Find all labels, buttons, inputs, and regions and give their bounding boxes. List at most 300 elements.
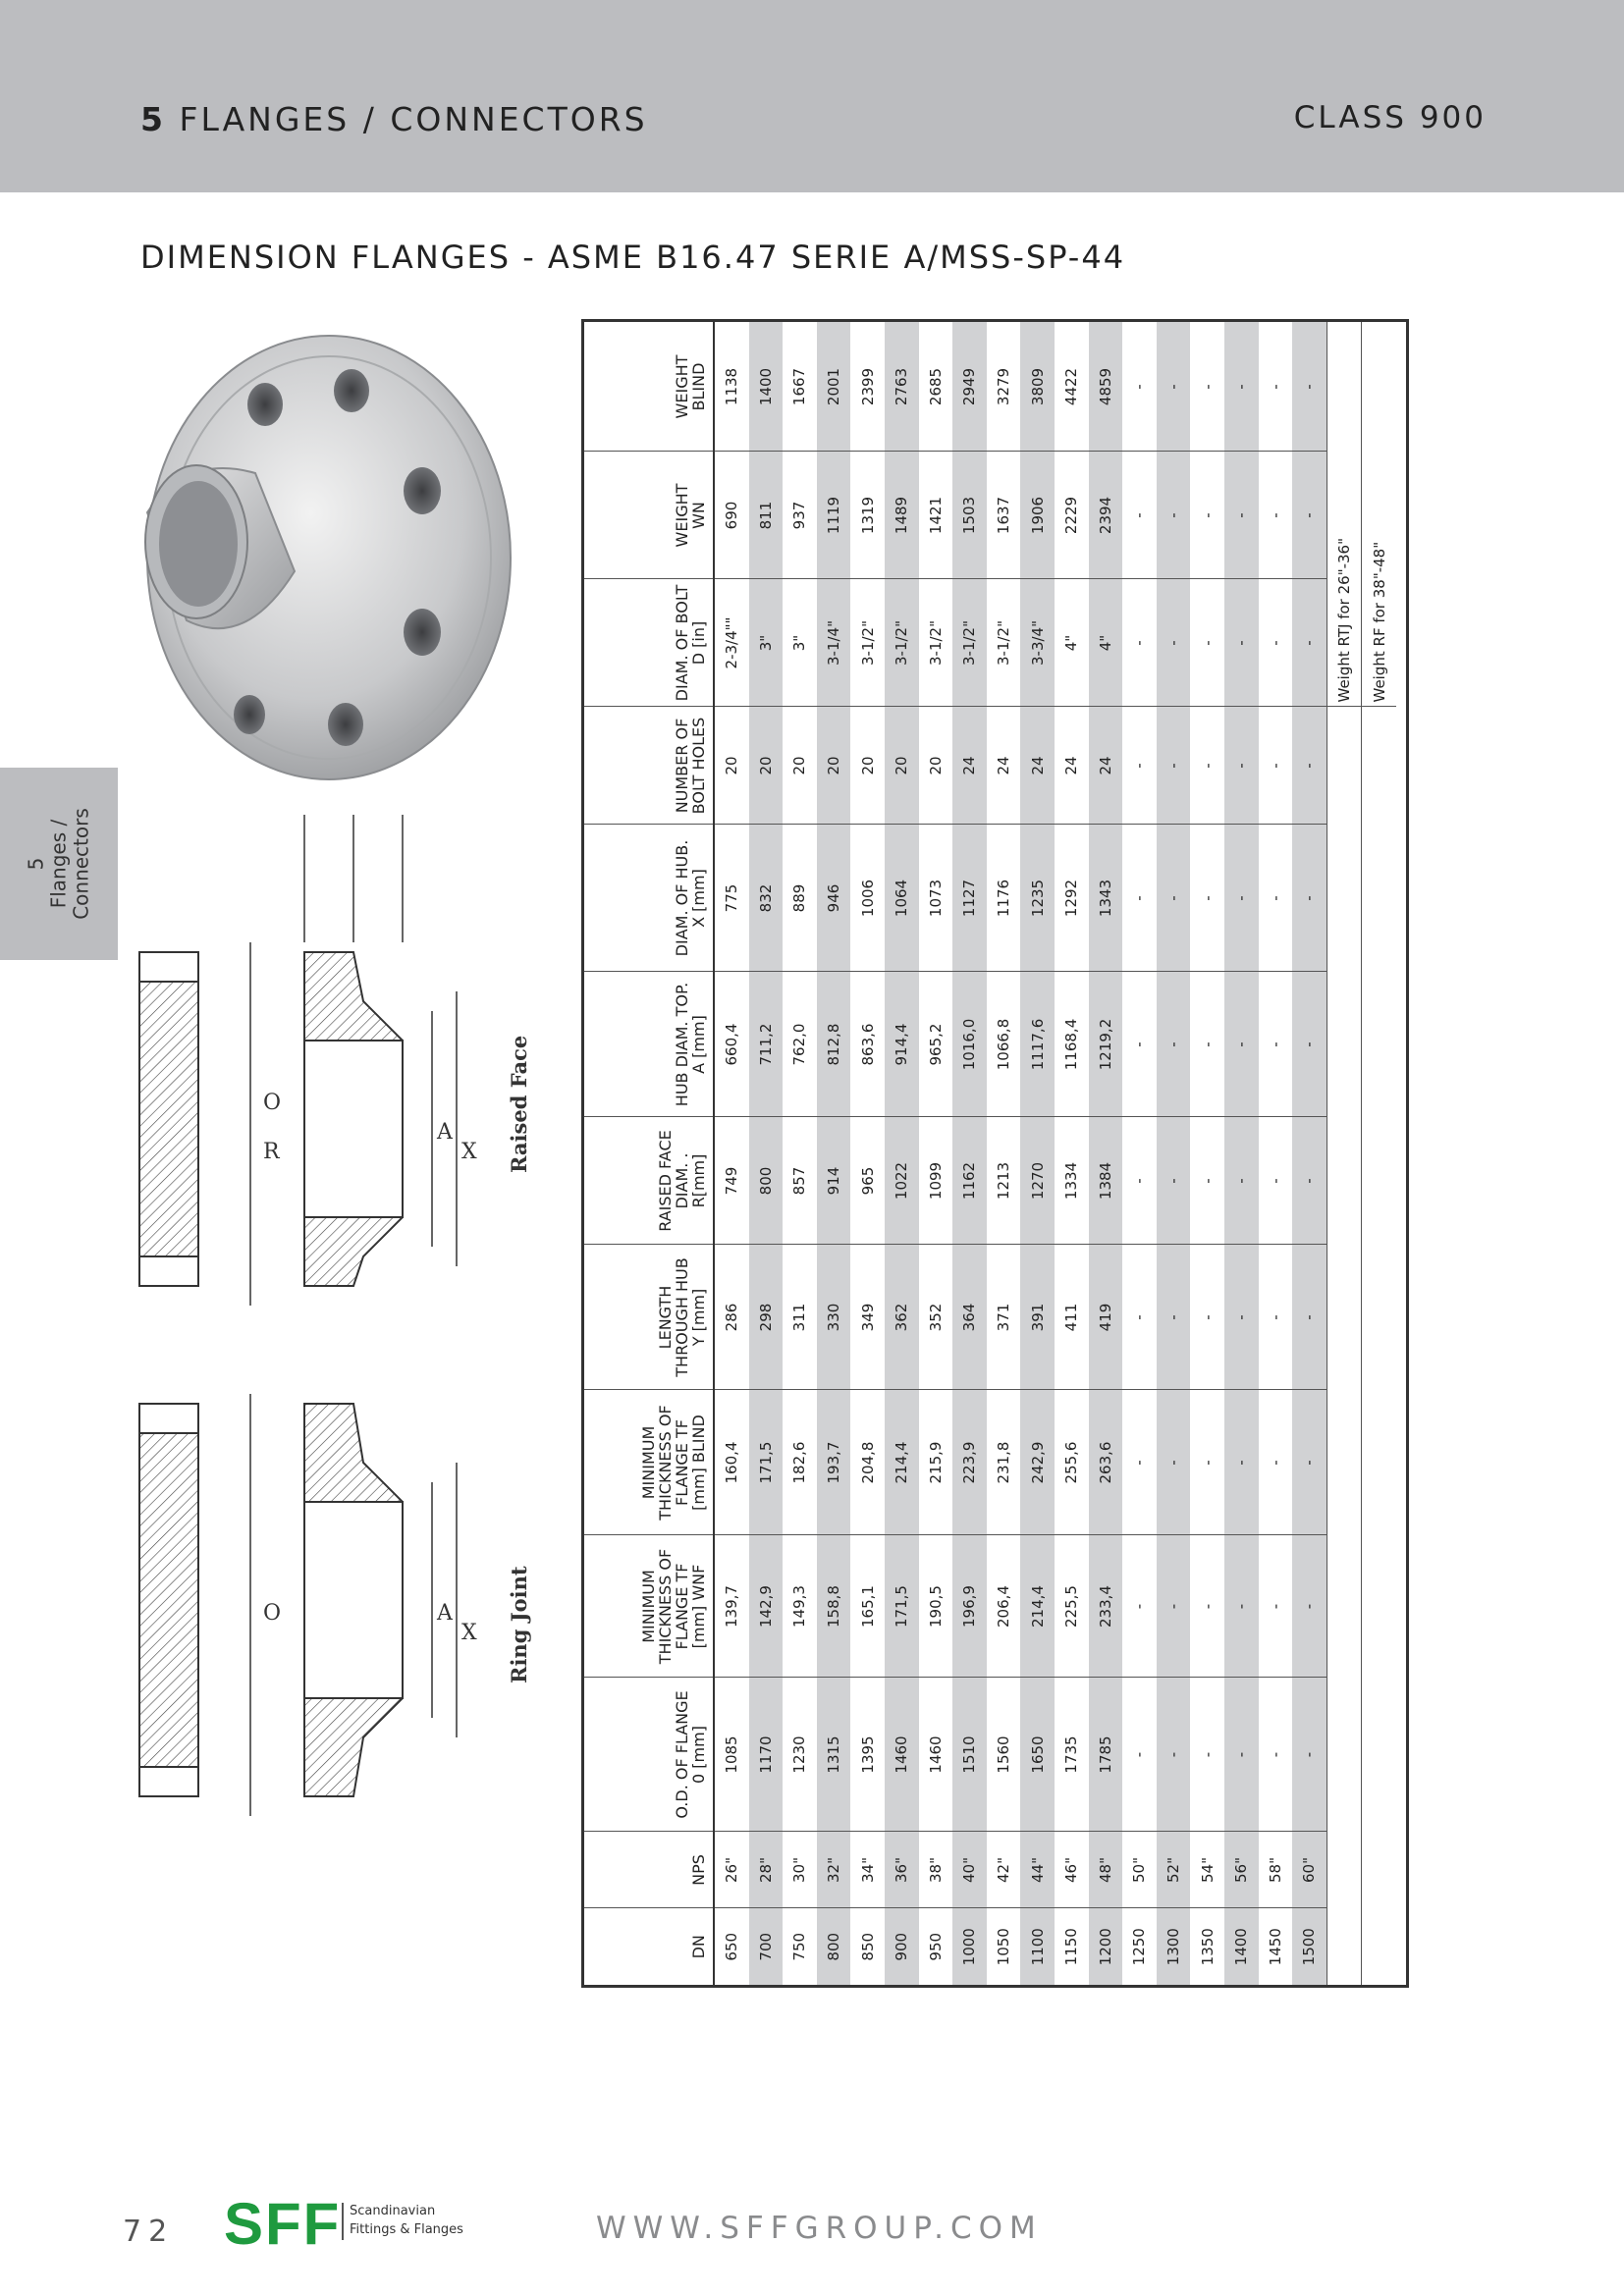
table-row bbox=[1122, 322, 1157, 1985]
table-cell: 36" bbox=[885, 1832, 919, 1908]
table-cell: 1200 bbox=[1089, 1908, 1123, 1985]
table-cell: 1085 bbox=[714, 1678, 749, 1832]
table-cell: 190,5 bbox=[919, 1535, 953, 1678]
col-header-min-wnf: MINIMUM THICKNESS OF FLANGE TF [mm] WNF bbox=[584, 1535, 714, 1678]
table-cell: 223,9 bbox=[952, 1390, 987, 1535]
raised-face-drawing bbox=[139, 815, 477, 1306]
table-row bbox=[749, 322, 784, 1985]
table-cell: 215,9 bbox=[919, 1390, 953, 1535]
table-row bbox=[1020, 322, 1055, 1985]
side-tab-number: 5 bbox=[24, 857, 48, 871]
table-cell: 58" bbox=[1259, 1832, 1293, 1908]
table-cell: 214,4 bbox=[1020, 1535, 1055, 1678]
table-cell: - bbox=[1122, 1535, 1157, 1678]
table-cell: 2394 bbox=[1089, 452, 1123, 579]
table-cell: - bbox=[1157, 1678, 1191, 1832]
table-cell: - bbox=[1190, 1535, 1224, 1678]
table-cell: 1162 bbox=[952, 1117, 987, 1245]
table-row bbox=[1190, 322, 1224, 1985]
table-cell: - bbox=[1259, 1535, 1293, 1678]
table-cell: 700 bbox=[749, 1908, 784, 1985]
table-row bbox=[714, 322, 749, 1985]
table-cell: 54" bbox=[1190, 1832, 1224, 1908]
table-cell: 30" bbox=[783, 1832, 817, 1908]
table-cell: 1395 bbox=[850, 1678, 885, 1832]
table-cell: - bbox=[1224, 1678, 1259, 1832]
table-cell: 1117,6 bbox=[1020, 972, 1055, 1117]
table-cell: 1400 bbox=[1224, 1908, 1259, 1985]
table-cell: 48" bbox=[1089, 1832, 1123, 1908]
table-cell: 3-1/2" bbox=[850, 579, 885, 707]
table-cell: 20 bbox=[749, 707, 784, 825]
table-row bbox=[783, 322, 817, 1985]
svg-text:A: A bbox=[437, 1120, 453, 1145]
side-tab-line1: Flanges / bbox=[46, 819, 71, 909]
table-cell: 660,4 bbox=[714, 972, 749, 1117]
table-cell: 965,2 bbox=[919, 972, 953, 1117]
table-cell: 182,6 bbox=[783, 1390, 817, 1535]
table-cell: 160,4 bbox=[714, 1390, 749, 1535]
table-header-row bbox=[584, 322, 714, 1985]
logo-line2: Fittings & Flanges bbox=[350, 2222, 463, 2237]
table-cell: - bbox=[1224, 825, 1259, 972]
table-cell: - bbox=[1190, 452, 1224, 579]
table-cell: - bbox=[1292, 825, 1326, 972]
table-cell: 750 bbox=[783, 1908, 817, 1985]
table-cell: - bbox=[1224, 322, 1259, 452]
table-cell: 1127 bbox=[952, 825, 987, 972]
table-cell: - bbox=[1259, 322, 1293, 452]
table-cell: - bbox=[1259, 1245, 1293, 1390]
table-cell: 832 bbox=[749, 825, 784, 972]
table-cell: - bbox=[1190, 579, 1224, 707]
section-number: 5 bbox=[140, 100, 166, 138]
table-cell: 1637 bbox=[987, 452, 1021, 579]
table-cell: 3-1/2" bbox=[885, 579, 919, 707]
table-cell: 242,9 bbox=[1020, 1390, 1055, 1535]
table-cell: 1906 bbox=[1020, 452, 1055, 579]
table-cell: 4" bbox=[1055, 579, 1089, 707]
table-cell: 3-1/2" bbox=[952, 579, 987, 707]
table-cell: 1460 bbox=[885, 1678, 919, 1832]
table-cell: 2763 bbox=[885, 322, 919, 452]
svg-text:A: A bbox=[437, 1601, 453, 1626]
table-cell: - bbox=[1259, 972, 1293, 1117]
table-cell: 1450 bbox=[1259, 1908, 1293, 1985]
table-cell: 52" bbox=[1157, 1832, 1191, 1908]
col-header-raised-face: RAISED FACE DIAM. . R[mm] bbox=[584, 1117, 714, 1245]
table-cell: 3-1/2" bbox=[987, 579, 1021, 707]
table-row bbox=[850, 322, 885, 1985]
table-cell: 24 bbox=[1055, 707, 1089, 825]
table-cell: 26" bbox=[714, 1832, 749, 1908]
table-cell: 24 bbox=[1020, 707, 1055, 825]
table-cell: 1300 bbox=[1157, 1908, 1191, 1985]
table-cell: 950 bbox=[919, 1908, 953, 1985]
table-cell: 1050 bbox=[987, 1908, 1021, 1985]
svg-text:O: O bbox=[263, 1091, 282, 1115]
svg-text:X: X bbox=[461, 1140, 477, 1164]
table-row bbox=[817, 322, 851, 1985]
table-cell: - bbox=[1190, 972, 1224, 1117]
table-cell: 850 bbox=[850, 1908, 885, 1985]
table-cell: 1650 bbox=[1020, 1678, 1055, 1832]
col-header-min-blind: MINIMUM THICKNESS OF FLANGE TF [mm] BLIND bbox=[584, 1390, 714, 1535]
table-cell: 937 bbox=[783, 452, 817, 579]
logo-line1: Scandinavian bbox=[350, 2204, 436, 2218]
table-cell: - bbox=[1122, 322, 1157, 452]
table-cell: 171,5 bbox=[749, 1390, 784, 1535]
table-row bbox=[1055, 322, 1089, 1985]
flange-photo bbox=[128, 326, 520, 787]
table-cell: 2685 bbox=[919, 322, 953, 452]
table-cell: - bbox=[1157, 322, 1191, 452]
svg-text:R: R bbox=[263, 1140, 280, 1164]
table-cell: 1292 bbox=[1055, 825, 1089, 972]
table-cell: 1250 bbox=[1122, 1908, 1157, 1985]
table-cell: 206,4 bbox=[987, 1535, 1021, 1678]
table-cell: 1460 bbox=[919, 1678, 953, 1832]
table-cell: 1235 bbox=[1020, 825, 1055, 972]
table-cell: 44" bbox=[1020, 1832, 1055, 1908]
table-cell: 1100 bbox=[1020, 1908, 1055, 1985]
svg-text:X: X bbox=[461, 1621, 477, 1645]
col-header-od: O.D. OF FLANGE 0 [mm] bbox=[584, 1678, 714, 1832]
table-cell: - bbox=[1122, 972, 1157, 1117]
table-cell: - bbox=[1157, 579, 1191, 707]
table-row bbox=[1259, 322, 1293, 1985]
table-cell: 391 bbox=[1020, 1245, 1055, 1390]
table-cell: 204,8 bbox=[850, 1390, 885, 1535]
table-cell: 149,3 bbox=[783, 1535, 817, 1678]
table-cell: - bbox=[1224, 1390, 1259, 1535]
table-cell: 762,0 bbox=[783, 972, 817, 1117]
table-cell: 2001 bbox=[817, 322, 851, 452]
table-cell: - bbox=[1157, 452, 1191, 579]
table-cell: 255,6 bbox=[1055, 1390, 1089, 1535]
table-cell: - bbox=[1292, 579, 1326, 707]
table-cell: 749 bbox=[714, 1117, 749, 1245]
table-cell: - bbox=[1157, 825, 1191, 972]
table-cell: 1489 bbox=[885, 452, 919, 579]
table-cell: 3" bbox=[783, 579, 817, 707]
table-cell: - bbox=[1259, 1390, 1293, 1535]
table-cell: - bbox=[1157, 1117, 1191, 1245]
table-cell: - bbox=[1157, 972, 1191, 1117]
table-cell: 42" bbox=[987, 1832, 1021, 1908]
table-note-row bbox=[1326, 322, 1362, 1985]
table-row bbox=[919, 322, 953, 1985]
table-cell: 1560 bbox=[987, 1678, 1021, 1832]
table-cell: 60" bbox=[1292, 1832, 1326, 1908]
table-cell: 20 bbox=[919, 707, 953, 825]
table-row bbox=[987, 322, 1021, 1985]
table-cell: 286 bbox=[714, 1245, 749, 1390]
table-cell: 1170 bbox=[749, 1678, 784, 1832]
table-cell: - bbox=[1259, 579, 1293, 707]
table-cell: - bbox=[1292, 1390, 1326, 1535]
table-cell: 364 bbox=[952, 1245, 987, 1390]
table-row bbox=[1292, 322, 1326, 1985]
page-number: 72 bbox=[123, 2215, 175, 2249]
table-cell: 946 bbox=[817, 825, 851, 972]
table-cell: - bbox=[1292, 1678, 1326, 1832]
table-cell: 34" bbox=[850, 1832, 885, 1908]
table-cell: 1230 bbox=[783, 1678, 817, 1832]
table-cell: 1000 bbox=[952, 1908, 987, 1985]
table-cell: 914 bbox=[817, 1117, 851, 1245]
table-cell: 142,9 bbox=[749, 1535, 784, 1678]
table-cell: - bbox=[1190, 707, 1224, 825]
table-note: Weight RTJ for 26"-36" bbox=[1326, 322, 1362, 707]
logo-divider bbox=[342, 2203, 344, 2240]
table-cell: 311 bbox=[783, 1245, 817, 1390]
table-cell: 46" bbox=[1055, 1832, 1089, 1908]
table-cell: 196,9 bbox=[952, 1535, 987, 1678]
table-cell: 40" bbox=[952, 1832, 987, 1908]
sff-logo bbox=[224, 2191, 463, 2257]
section-heading bbox=[140, 100, 648, 138]
table-cell: 3-1/4" bbox=[817, 579, 851, 707]
table-cell: 1064 bbox=[885, 825, 919, 972]
table-cell: 225,5 bbox=[1055, 1535, 1089, 1678]
table-cell: 650 bbox=[714, 1908, 749, 1985]
table-cell: 3279 bbox=[987, 322, 1021, 452]
table-cell: - bbox=[1190, 1117, 1224, 1245]
table-cell: - bbox=[1224, 1535, 1259, 1678]
table-cell: 1384 bbox=[1089, 1117, 1123, 1245]
table-cell: 3-1/2" bbox=[919, 579, 953, 707]
col-header-dn: DN bbox=[584, 1908, 714, 1985]
dimension-table-rotated bbox=[584, 322, 1406, 1985]
table-cell: - bbox=[1259, 452, 1293, 579]
table-cell: 2399 bbox=[850, 322, 885, 452]
table-cell: - bbox=[1224, 452, 1259, 579]
table-cell: 1138 bbox=[714, 322, 749, 452]
table-cell: 812,8 bbox=[817, 972, 851, 1117]
table-cell: 28" bbox=[749, 1832, 784, 1908]
dimension-table-frame bbox=[581, 319, 1409, 1988]
table-cell: - bbox=[1157, 1245, 1191, 1390]
table-cell: - bbox=[1292, 707, 1326, 825]
table-cell: 38" bbox=[919, 1832, 953, 1908]
table-cell: 4859 bbox=[1089, 322, 1123, 452]
table-cell: 330 bbox=[817, 1245, 851, 1390]
table-cell: 233,4 bbox=[1089, 1535, 1123, 1678]
table-cell: - bbox=[1259, 707, 1293, 825]
table-cell: - bbox=[1190, 322, 1224, 452]
col-header-weight-wn: WEIGHT WN bbox=[584, 452, 714, 579]
table-note-spacer bbox=[1362, 707, 1396, 1985]
table-cell: 1073 bbox=[919, 825, 953, 972]
table-cell: - bbox=[1122, 452, 1157, 579]
table-cell: 1343 bbox=[1089, 825, 1123, 972]
table-cell: 1421 bbox=[919, 452, 953, 579]
table-cell: 24 bbox=[987, 707, 1021, 825]
table-cell: 4422 bbox=[1055, 322, 1089, 452]
table-cell: 1168,4 bbox=[1055, 972, 1089, 1117]
table-note-row bbox=[1362, 322, 1396, 1985]
table-cell: - bbox=[1190, 1390, 1224, 1535]
table-cell: - bbox=[1224, 1245, 1259, 1390]
class-label: CLASS 900 bbox=[1293, 100, 1487, 135]
table-cell: 1016,0 bbox=[952, 972, 987, 1117]
table-cell: - bbox=[1157, 1535, 1191, 1678]
table-cell: 1119 bbox=[817, 452, 851, 579]
table-cell: 371 bbox=[987, 1245, 1021, 1390]
table-cell: - bbox=[1157, 707, 1191, 825]
table-cell: 2-3/4"" bbox=[714, 579, 749, 707]
table-cell: 32" bbox=[817, 1832, 851, 1908]
side-tab bbox=[0, 768, 118, 960]
table-cell: 3809 bbox=[1020, 322, 1055, 452]
flange-drawings bbox=[118, 815, 589, 1845]
table-cell: 1510 bbox=[952, 1678, 987, 1832]
table-cell: 24 bbox=[952, 707, 987, 825]
table-cell: 2949 bbox=[952, 322, 987, 452]
table-cell: 158,8 bbox=[817, 1535, 851, 1678]
table-cell: 4" bbox=[1089, 579, 1123, 707]
header-band bbox=[0, 0, 1624, 192]
table-cell: - bbox=[1292, 1245, 1326, 1390]
table-cell: 1270 bbox=[1020, 1117, 1055, 1245]
table-cell: - bbox=[1122, 707, 1157, 825]
table-cell: 263,6 bbox=[1089, 1390, 1123, 1535]
section-title: FLANGES / CONNECTORS bbox=[179, 100, 648, 138]
table-cell: - bbox=[1122, 1245, 1157, 1390]
table-cell: 362 bbox=[885, 1245, 919, 1390]
table-cell: - bbox=[1190, 1245, 1224, 1390]
table-cell: 1319 bbox=[850, 452, 885, 579]
table-cell: - bbox=[1122, 1117, 1157, 1245]
table-row bbox=[1224, 322, 1259, 1985]
table-cell: - bbox=[1122, 825, 1157, 972]
table-row bbox=[1157, 322, 1191, 1985]
table-body bbox=[714, 322, 1396, 1985]
col-header-bolt-diam: DIAM. OF BOLT D [in] bbox=[584, 579, 714, 707]
table-row bbox=[1089, 322, 1123, 1985]
table-cell: 900 bbox=[885, 1908, 919, 1985]
table-note: Weight RF for 38"-48" bbox=[1362, 322, 1396, 707]
table-cell: 1006 bbox=[850, 825, 885, 972]
table-cell: - bbox=[1122, 1678, 1157, 1832]
table-cell: 411 bbox=[1055, 1245, 1089, 1390]
table-cell: 193,7 bbox=[817, 1390, 851, 1535]
table-cell: - bbox=[1292, 972, 1326, 1117]
table-cell: - bbox=[1157, 1390, 1191, 1535]
col-header-nps: NPS bbox=[584, 1832, 714, 1908]
table-cell: 20 bbox=[714, 707, 749, 825]
table-cell: 1735 bbox=[1055, 1678, 1089, 1832]
table-cell: 1213 bbox=[987, 1117, 1021, 1245]
table-cell: - bbox=[1122, 1390, 1157, 1535]
table-cell: 1176 bbox=[987, 825, 1021, 972]
table-cell: 20 bbox=[783, 707, 817, 825]
table-cell: - bbox=[1224, 1117, 1259, 1245]
dimension-table bbox=[584, 322, 1396, 1986]
table-cell: 800 bbox=[749, 1117, 784, 1245]
table-cell: 800 bbox=[817, 1908, 851, 1985]
svg-text:O: O bbox=[263, 1601, 282, 1626]
table-cell: 419 bbox=[1089, 1245, 1123, 1390]
table-cell: 214,4 bbox=[885, 1390, 919, 1535]
table-cell: - bbox=[1224, 579, 1259, 707]
col-header-weight-blind: WEIGHT BLIND bbox=[584, 322, 714, 452]
table-cell: 914,4 bbox=[885, 972, 919, 1117]
table-note-spacer bbox=[1326, 707, 1362, 1985]
table-cell: 1099 bbox=[919, 1117, 953, 1245]
table-cell: 1150 bbox=[1055, 1908, 1089, 1985]
table-cell: 50" bbox=[1122, 1832, 1157, 1908]
table-cell: 352 bbox=[919, 1245, 953, 1390]
table-cell: - bbox=[1292, 322, 1326, 452]
table-cell: - bbox=[1292, 452, 1326, 579]
logo-wordmark: SFF bbox=[224, 2191, 342, 2257]
table-cell: - bbox=[1259, 1678, 1293, 1832]
table-cell: 20 bbox=[817, 707, 851, 825]
table-row bbox=[952, 322, 987, 1985]
table-cell: 298 bbox=[749, 1245, 784, 1390]
table-cell: 1315 bbox=[817, 1678, 851, 1832]
table-cell: - bbox=[1259, 1117, 1293, 1245]
table-cell: 711,2 bbox=[749, 972, 784, 1117]
table-cell: - bbox=[1259, 825, 1293, 972]
table-cell: 231,8 bbox=[987, 1390, 1021, 1535]
col-header-hub-top: HUB DIAM. TOP. A [mm] bbox=[584, 972, 714, 1117]
table-cell: 889 bbox=[783, 825, 817, 972]
table-cell: 1500 bbox=[1292, 1908, 1326, 1985]
ring-joint-label: Ring Joint bbox=[507, 1566, 531, 1683]
table-cell: - bbox=[1292, 1535, 1326, 1678]
website-url[interactable]: WWW.SFFGROUP.COM bbox=[596, 2211, 1043, 2246]
table-cell: 1219,2 bbox=[1089, 972, 1123, 1117]
table-cell: - bbox=[1122, 579, 1157, 707]
col-header-length: LENGTH THROUGH HUB Y [mm] bbox=[584, 1245, 714, 1390]
table-cell: 56" bbox=[1224, 1832, 1259, 1908]
table-cell: 20 bbox=[885, 707, 919, 825]
table-cell: 1350 bbox=[1190, 1908, 1224, 1985]
table-cell: 1066,8 bbox=[987, 972, 1021, 1117]
table-cell: 20 bbox=[850, 707, 885, 825]
table-cell: 1667 bbox=[783, 322, 817, 452]
ring-joint-drawing bbox=[139, 1394, 477, 1816]
table-cell: 690 bbox=[714, 452, 749, 579]
page-title: DIMENSION FLANGES - ASME B16.47 SERIE A/MSS-SP-44 bbox=[140, 239, 1126, 276]
col-header-hub-x: DIAM. OF HUB. X [mm] bbox=[584, 825, 714, 972]
table-cell: 1503 bbox=[952, 452, 987, 579]
side-tab-line2: Connectors bbox=[69, 808, 93, 920]
table-cell: - bbox=[1190, 1678, 1224, 1832]
table-cell: 349 bbox=[850, 1245, 885, 1390]
table-cell: 863,6 bbox=[850, 972, 885, 1117]
table-cell: - bbox=[1292, 1117, 1326, 1245]
table-cell: 1400 bbox=[749, 322, 784, 452]
table-cell: 965 bbox=[850, 1117, 885, 1245]
raised-face-label: Raised Face bbox=[507, 1035, 531, 1173]
table-cell: - bbox=[1190, 825, 1224, 972]
table-cell: - bbox=[1224, 707, 1259, 825]
table-cell: 165,1 bbox=[850, 1535, 885, 1678]
table-cell: 811 bbox=[749, 452, 784, 579]
table-cell: 3-3/4" bbox=[1020, 579, 1055, 707]
table-cell: 857 bbox=[783, 1117, 817, 1245]
table-cell: 139,7 bbox=[714, 1535, 749, 1678]
table-cell: 775 bbox=[714, 825, 749, 972]
table-cell: - bbox=[1224, 972, 1259, 1117]
table-cell: 1785 bbox=[1089, 1678, 1123, 1832]
table-cell: 2229 bbox=[1055, 452, 1089, 579]
col-header-bolt-holes: NUMBER OF BOLT HOLES bbox=[584, 707, 714, 825]
